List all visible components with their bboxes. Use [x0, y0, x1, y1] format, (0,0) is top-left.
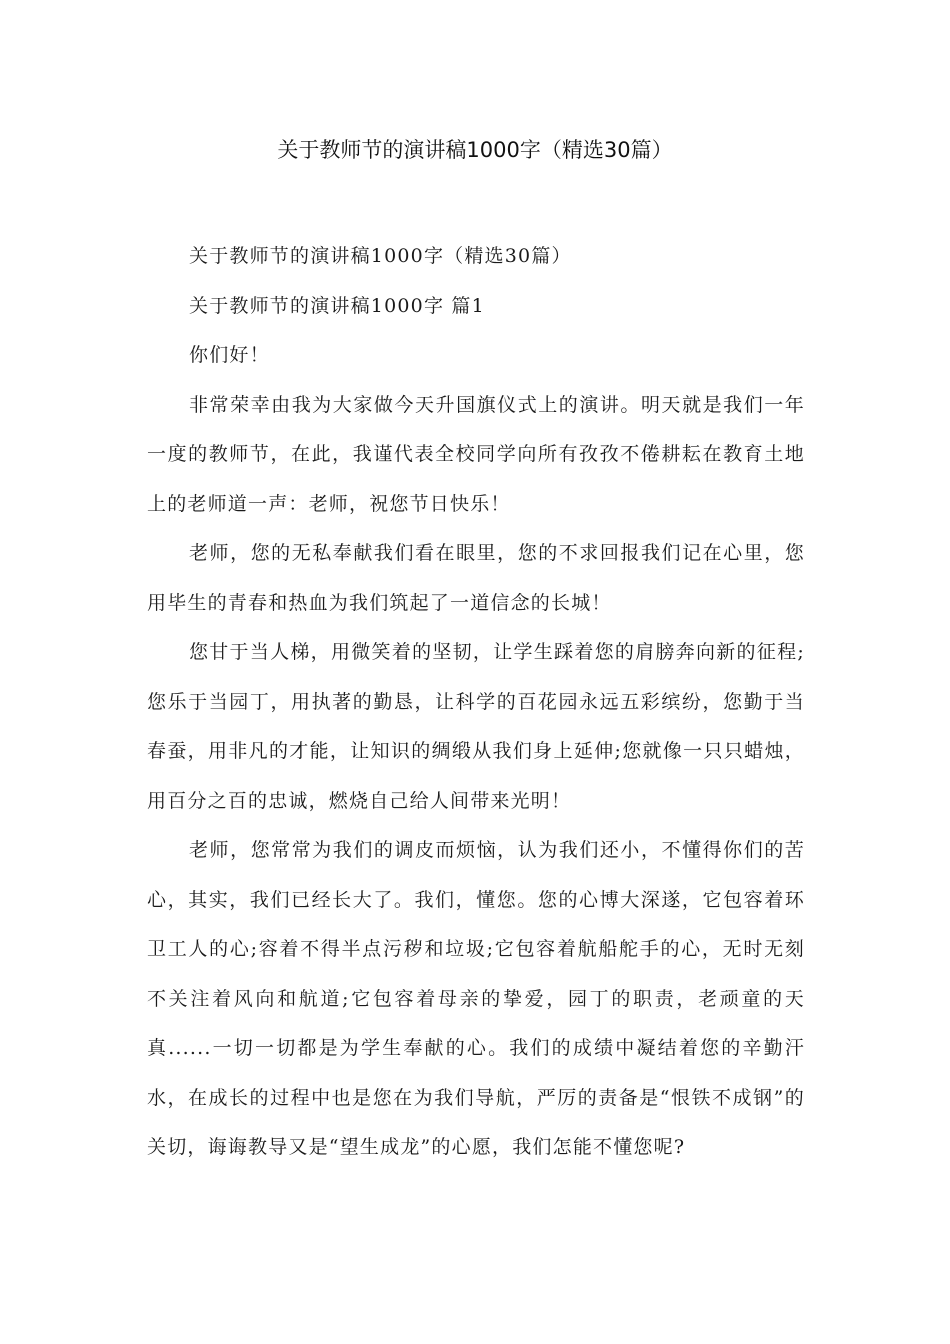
document-body — [147, 232, 805, 1173]
paragraph: 您甘于当人梯，用微笑着的坚韧，让学生踩着您的肩膀奔向新的征程;您乐于当园丁，用执著的勤恳，让科学的百花园永远五彩缤纷，您勤于当春蚕，用非凡的才能，让知识的绸缎从我们身上延伸;您就像一只只蜡烛，用百分之百的忠诚，燃烧自己给人间带来光明！ — [147, 641, 805, 812]
paragraph: 老师，您的无私奉献我们看在眼里，您的不求回报我们记在心里，您用毕生的青春和热血为我们筑起了一道信念的长城！ — [147, 542, 805, 614]
document-title: 关于教师节的演讲稿1000字（精选30篇） — [277, 138, 673, 162]
paragraph: 老师，您常常为我们的调皮而烦恼，认为我们还小，不懂得你们的苦心，其实，我们已经长大了。我们，懂您。您的心博大深遂，它包容着环卫工人的心;容着不得半点污秽和垃圾;它包容着航船舵手的心，无时无刻不关注着风向和航道;它包容着母亲的挚爱，园丁的职责，老顽童的天真......一切一切都是为学生奉献的心。我们的成绩中凝结着您的辛勤汗水，在成长的过程中也是您在为我们导航，严厉的责备是“恨铁不成钢”的关切，诲诲教导又是“望生成龙”的心愿，我们怎能不懂您呢? — [147, 839, 805, 1158]
paragraph-greeting: 你们好！ — [189, 344, 270, 366]
paragraph-heading: 关于教师节的演讲稿1000字（精选30篇） — [189, 245, 572, 267]
paragraph-section-title: 关于教师节的演讲稿1000字 篇1 — [189, 294, 485, 317]
paragraph: 非常荣幸由我为大家做今天升国旗仪式上的演讲。明天就是我们一年一度的教师节，在此，我谨代表全校同学向所有孜孜不倦耕耘在教育土地上的老师道一声：老师，祝您节日快乐！ — [147, 393, 805, 515]
